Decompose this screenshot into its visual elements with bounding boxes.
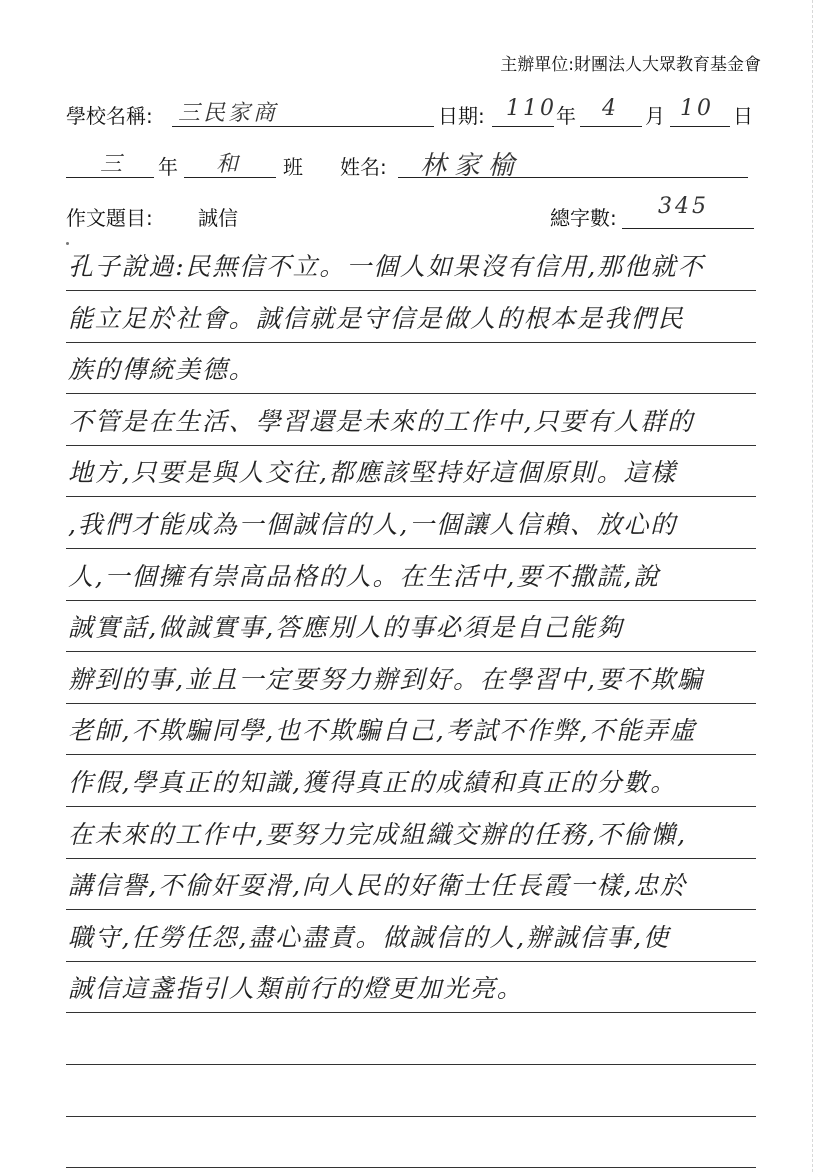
essay-line: 誠信這盞指引人類前行的燈更加光亮。: [68, 974, 524, 1003]
day-label: 日: [733, 104, 753, 128]
essay-line: 不管是在生活、學習還是未來的工作中,只要有人群的: [68, 407, 695, 436]
class-value: 和: [216, 152, 242, 177]
essay-line: [68, 1067, 758, 1118]
school-field[interactable]: [172, 96, 434, 127]
count-value: 345: [658, 194, 709, 219]
essay-line: [68, 1118, 758, 1169]
essay-line: [68, 1015, 758, 1066]
date-day-value: 10: [680, 96, 714, 121]
essay-line: 在未來的工作中,要努力完成組織交辦的任務,不偷懶,: [68, 820, 687, 849]
grade-value: 三: [100, 152, 126, 177]
name-field[interactable]: [398, 147, 748, 181]
grade-field[interactable]: [66, 147, 154, 178]
grade-label: 年: [158, 155, 178, 179]
date-month-field[interactable]: [580, 96, 642, 127]
class-field[interactable]: [184, 147, 276, 178]
year-label: 年: [556, 104, 576, 128]
header-row-topic-count: [0, 194, 827, 234]
date-month-value: 4: [602, 96, 619, 121]
sponsor-text: 主辦單位:財團法人大眾教育基金會: [500, 55, 761, 75]
date-year-value: 110: [506, 96, 557, 121]
essay-line: 人,一個擁有崇高品格的人。在生活中,要不撒謊,說: [68, 562, 661, 591]
essay-line: 老師,不欺騙同學,也不欺騙自己,考試不作弊,不能弄虛: [68, 716, 697, 745]
essay-line: 講信譽,不偷奸耍滑,向人民的好衛士任長霞一樣,忠於: [68, 871, 687, 900]
count-field[interactable]: [622, 194, 754, 229]
month-label: 月: [645, 104, 665, 128]
essay-line: 作假,學真正的知識,獲得真正的成績和真正的分數。: [68, 768, 678, 797]
school-value: 三民家商: [178, 101, 279, 126]
topic-value: 誠信: [198, 206, 238, 230]
class-label: 班: [283, 155, 303, 179]
essay-line: 職守,任勞任怨,盡心盡責。做誠信的人,辦誠信事,使: [68, 923, 670, 952]
date-day-field[interactable]: [670, 96, 730, 127]
school-label: 學校名稱:: [66, 104, 153, 128]
date-year-field[interactable]: [492, 96, 557, 127]
essay-line: 誠實話,做誠實事,答應別人的事必須是自己能夠: [68, 613, 624, 642]
essay-line: 族的傳統美德。: [68, 355, 256, 384]
name-value: 林家榆: [420, 151, 523, 181]
header-row-class-name: [0, 143, 827, 183]
essay-line: 地方,只要是與人交往,都應該堅持好這個原則。這樣: [68, 458, 678, 487]
date-label: 日期:: [438, 104, 485, 128]
topic-label: 作文題目:: [66, 206, 153, 230]
essay-line: 辦到的事,並且一定要努力辦到好。在學習中,要不欺騙: [68, 665, 704, 694]
name-label: 姓名:: [340, 155, 387, 179]
essay-line: ,我們才能成為一個誠信的人,一個讓人信賴、放心的: [68, 510, 678, 539]
essay-line: 能立足於社會。誠信就是守信是做人的根本是我們民: [68, 304, 685, 333]
count-label: 總字數:: [550, 206, 617, 230]
essay-line: 孔子說過:民無信不立。一個人如果沒有信用,那他就不: [68, 252, 705, 281]
header-row-school-date: [0, 92, 827, 132]
